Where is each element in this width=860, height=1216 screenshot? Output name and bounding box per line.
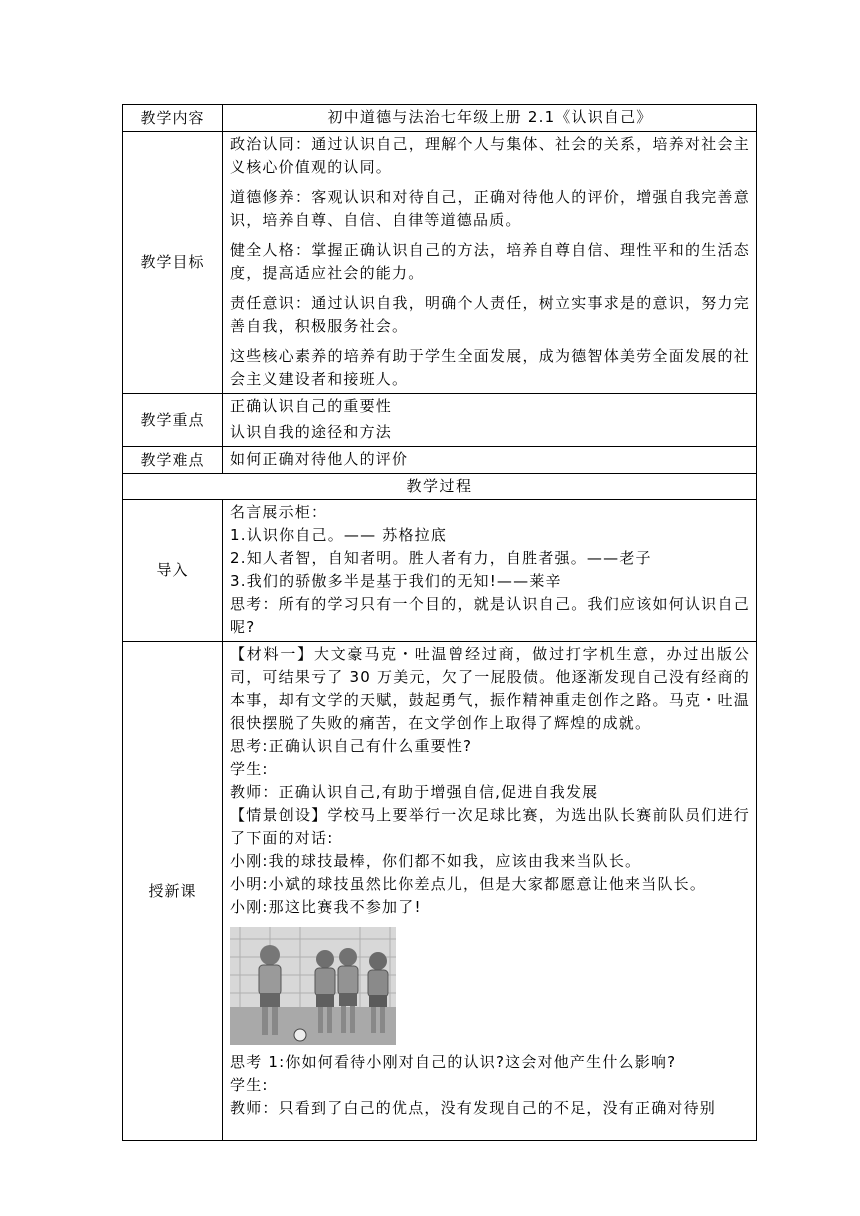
new-lesson-line: 【材料一】大文豪马克・吐温曾经过商，做过打字机生意，办过出版公司，可结果亏了 30 万美元，欠了一屁股债。他逐渐发现自己没有经商的本事，却有文学的天赋，鼓起勇气，振作精神重走创作之路。马克・吐温很快摆脱了失败的痛苦，在文学创作上取得了辉煌的成就。 xyxy=(230,645,750,732)
new-lesson-line: 教师：只看到了白己的优点，没有发现自己的不足，没有正确对待别 xyxy=(230,1099,717,1117)
key-points-cell xyxy=(223,394,757,447)
new-lesson-line: 教师：正确认识自己,有助于增强自信,促进自我发展 xyxy=(230,783,599,801)
lesson-plan-table xyxy=(122,104,757,1141)
row-teaching-content xyxy=(123,105,757,132)
intro-line: 思考：所有的学习只有一个目的，就是认识自己。我们应该如何认识自己呢? xyxy=(230,595,750,636)
new-lesson-line: 思考:正确认识自己有什么重要性? xyxy=(230,737,473,755)
row-teaching-goals xyxy=(123,132,757,394)
value-difficult-points: 如何正确对待他人的评价 xyxy=(223,447,757,474)
value-teaching-content: 初中道德与法治七年级上册 2.1《认识自己》 xyxy=(223,105,757,132)
new-lesson-line: 思考 1:你如何看待小刚对自己的认识?这会对他产生什么影响? xyxy=(230,1053,677,1071)
row-new-lesson xyxy=(123,642,757,1141)
new-lesson-line: 小明:小斌的球技虽然比你差点儿，但是大家都愿意让他来当队长。 xyxy=(230,875,707,893)
key-point: 正确认识自己的重要性 xyxy=(230,397,393,415)
intro-line: 名言展示柜： xyxy=(230,503,328,521)
label-teaching-content: 教学内容 xyxy=(123,105,223,132)
new-lesson-line: 学生: xyxy=(230,1076,269,1094)
label-key-points: 教学重点 xyxy=(123,394,223,447)
goal-paragraph: 政治认同：通过认识自己，理解个人与集体、社会的关系，培养对社会主义核心价值观的认同。 xyxy=(230,135,750,176)
goals-cell xyxy=(223,132,757,394)
football-players-illustration-icon xyxy=(230,927,396,1045)
intro-line: 1.认识你自己。—— 苏格拉底 xyxy=(230,526,448,544)
new-lesson-line: 小刚:我的球技最棒，你们都不如我，应该由我来当队长。 xyxy=(230,852,642,870)
new-lesson-content xyxy=(230,643,750,1138)
new-lesson-line: 学生: xyxy=(230,760,269,778)
key-point: 认识自我的途径和方法 xyxy=(230,423,393,441)
intro-cell xyxy=(223,500,757,642)
new-lesson-line: 【情景创设】学校马上要举行一次足球比赛，为选出队长赛前队员们进行了下面的对话: xyxy=(230,806,750,847)
label-difficult-points: 教学难点 xyxy=(123,447,223,474)
intro-line: 2.知人者智，自知者明。胜人者有力，自胜者强。——老子 xyxy=(230,549,652,567)
label-new-lesson: 授新课 xyxy=(123,642,223,1141)
label-intro: 导入 xyxy=(123,500,223,642)
label-teaching-goals: 教学目标 xyxy=(123,132,223,394)
new-lesson-line: 小刚:那这比赛我不参加了! xyxy=(230,898,422,916)
row-difficult-points xyxy=(123,447,757,474)
goal-paragraph: 道德修养：客观认识和对待自己，正确对待他人的评价，增强自我完善意识，培养自尊、自信、自律等道德品质。 xyxy=(230,188,750,229)
goal-paragraph: 健全人格：掌握正确认识自己的方法，培养自尊自信、理性平和的生活态度，提高适应社会的能力。 xyxy=(230,241,750,282)
row-intro xyxy=(123,500,757,642)
new-lesson-cell xyxy=(223,642,757,1141)
process-header: 教学过程 xyxy=(123,474,757,500)
intro-line: 3.我们的骄傲多半是基于我们的无知!——莱辛 xyxy=(230,572,562,590)
row-process-header xyxy=(123,474,757,500)
row-key-points xyxy=(123,394,757,447)
goal-paragraph: 责任意识：通过认识自我，明确个人责任，树立实事求是的意识，努力完善自我，积极服务社会。 xyxy=(230,294,750,335)
goal-paragraph: 这些核心素养的培养有助于学生全面发展，成为德智体美劳全面发展的社会主义建设者和接班人。 xyxy=(230,347,750,388)
lesson-plan-page xyxy=(122,104,756,1141)
